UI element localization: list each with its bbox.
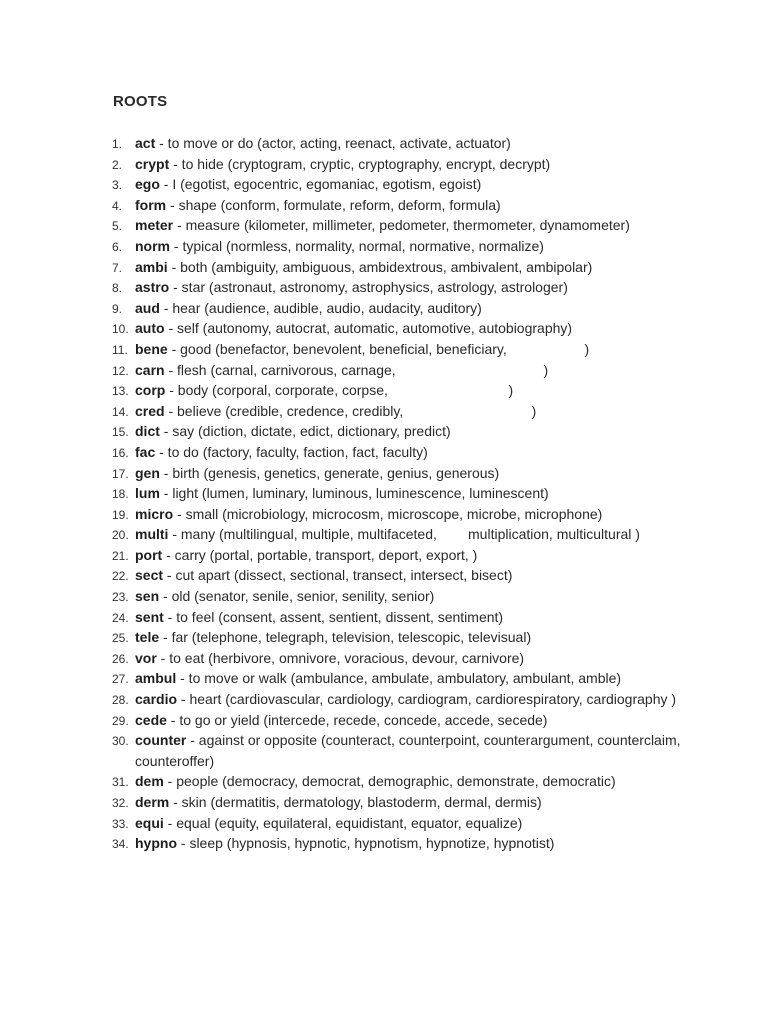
root-word: cred [135,402,165,419]
root-definition: - good (benefactor, benevolent, beneficial, beneficiary, ) [167,340,590,357]
entry-number: 13. [112,384,129,399]
root-definition: - to move or walk (ambulance, ambulate, ambulatory, ambulant, amble) [176,670,622,687]
root-word: auto [135,320,165,337]
root-definition: - light (lumen, luminary, luminous, luminescence, luminescent) [159,485,549,502]
root-entry [0,421,768,442]
root-definition: - shape (conform, formulate, reform, deform, formula) [166,196,501,213]
root-definition: - sleep (hypnosis, hypnotic, hypnotism, hypnotize, hypnotist) [177,835,555,852]
root-definition: - to hide (cryptogram, cryptic, cryptography, encrypt, decrypt) [169,155,551,172]
root-word: cede [135,711,167,728]
root-word: bene [135,340,168,357]
root-word: astro [135,279,170,296]
root-definition: - I (egotist, egocentric, egomaniac, egotism, egoist) [159,176,482,193]
entry-number: 28. [112,693,129,708]
root-entry [0,154,768,175]
entry-number: 1. [112,137,123,151]
root-definition: - against or opposite (counteract, counterpoint, counterargument, counterclaim, counteroffer) [135,732,685,769]
root-word: port [135,546,163,563]
root-entry [0,689,768,710]
root-entry [0,668,768,689]
root-word: tele [135,629,160,646]
entry-number: 31. [112,775,129,790]
root-definition: - flesh (carnal, carnivorous, carnage, ) [164,361,549,378]
root-entry [0,360,768,381]
entry-number: 10. [112,322,129,337]
root-entry [0,401,768,422]
entry-number: 25. [112,631,129,646]
root-entry [0,195,768,216]
root-definition: - to do (factory, faculty, faction, fact, faculty) [155,443,428,460]
root-definition: - both (ambiguity, ambiguous, ambidextrous, ambivalent, ambipolar) [167,258,593,275]
entry-number: 27. [112,672,129,687]
root-entry [0,215,768,236]
root-definition: - typical (normless, normality, normal, normative, normalize) [170,237,544,254]
root-word: form [135,196,167,213]
entry-number: 18. [112,487,129,502]
entry-number: 15. [112,425,129,440]
entry-number: 14. [112,404,129,419]
root-entry [0,463,768,484]
root-entry [0,504,768,525]
root-entry [0,607,768,628]
root-entry [0,648,768,669]
root-entry [0,545,768,566]
page-title: ROOTS [113,93,168,110]
root-definition: - skin (dermatitis, dermatology, blastoderm, dermal, dermis) [169,794,542,810]
root-word: act [135,135,156,151]
root-definition: - to move or do (actor, acting, reenact, activate, actuator) [155,135,511,151]
root-entry [0,257,768,278]
root-entry [0,442,768,463]
root-word: meter [135,217,174,234]
root-definition: - measure (kilometer, millimeter, pedometer, thermometer, dynamometer) [173,217,630,234]
root-word: aud [135,299,160,316]
root-definition: - self (autonomy, autocrat, automatic, automotive, autobiography) [164,320,573,337]
root-definition: - carry (portal, portable, transport, deport, export, ) [162,546,478,563]
root-word: cardio [135,691,178,708]
root-entry [0,277,768,298]
root-word: ambul [135,670,177,687]
root-entry [0,627,768,648]
root-entry [0,133,768,154]
root-word: corp [135,382,166,399]
root-definition: - many (multilingual, multiple, multifaceted, multiplication, multicultural ) [168,526,640,543]
root-word: carn [135,361,165,378]
roots-list [0,133,768,854]
root-word: sen [135,588,160,605]
root-definition: - say (diction, dictate, edict, dictionary, predict) [159,423,451,440]
entry-number: 20. [112,528,129,543]
root-definition: - far (telephone, telegraph, television, telescopic, televisual) [159,629,532,646]
entry-number: 34. [112,837,129,852]
entry-number: 19. [112,507,129,522]
root-word: norm [135,237,170,254]
root-entry [0,339,768,360]
root-word: counter [135,732,187,749]
root-word: crypt [135,155,170,172]
root-entry [0,771,768,792]
root-word: gen [135,464,160,481]
entry-number: 33. [112,816,129,831]
entry-number: 16. [112,445,129,460]
root-entry [0,730,768,771]
root-entry [0,710,768,731]
root-word: lum [135,485,160,502]
root-word: sent [135,608,164,625]
entry-number: 17. [112,466,129,481]
root-word: equi [135,814,164,831]
entry-number: 23. [112,590,129,605]
root-definition: - believe (credible, credence, credibly, ) [164,402,537,419]
root-word: dem [135,773,164,790]
root-definition: - star (astronaut, astronomy, astrophysics, astrology, astrologer) [169,279,568,296]
root-definition: - to feel (consent, assent, sentient, dissent, sentiment) [163,608,504,625]
root-definition: - heart (cardiovascular, cardiology, cardiogram, cardiorespiratory, cardiography ) [177,691,677,708]
entry-number: 2. [112,157,123,172]
entry-number: 12. [112,363,129,378]
entry-number: 3. [112,178,123,193]
root-word: hypno [135,835,177,852]
root-entry [0,174,768,195]
root-entry [0,586,768,607]
root-definition: - hear (audience, audible, audio, audacity, auditory) [159,299,482,316]
root-entry [0,792,768,813]
root-definition: - to eat (herbivore, omnivore, voracious, devour, carnivore) [156,649,525,666]
root-definition: - small (microbiology, microcosm, microscope, microbe, microphone) [173,505,603,522]
root-definition: - to go or yield (intercede, recede, concede, accede, secede) [166,711,548,728]
root-entry [0,813,768,834]
root-entry [0,380,768,401]
root-entry [0,483,768,504]
root-word: ego [135,176,160,193]
entry-number: 7. [112,260,123,275]
entry-number: 22. [112,569,129,584]
root-word: fac [135,443,156,460]
root-word: sect [135,567,164,584]
root-entry [0,565,768,586]
root-entry [0,833,768,854]
entry-number: 11. [112,342,128,357]
entry-number: 4. [112,198,123,213]
root-entry [0,318,768,339]
entry-number: 24. [112,610,129,625]
root-word: vor [135,649,157,666]
root-word: dict [135,423,160,440]
entry-number: 21. [112,548,129,563]
entry-number: 6. [112,239,123,254]
entry-number: 30. [112,734,129,749]
entry-number: 8. [112,281,123,296]
entry-number: 9. [112,301,123,316]
root-definition: - people (democracy, democrat, demographic, demonstrate, democratic) [163,773,616,790]
root-entry [0,524,768,545]
root-definition: - body (corporal, corporate, corpse, ) [165,382,514,399]
root-entry [0,236,768,257]
root-definition: - birth (genesis, genetics, generate, genius, generous) [159,464,500,481]
root-word: derm [135,794,170,810]
entry-number: 29. [112,713,129,728]
root-entry [0,298,768,319]
root-word: multi [135,526,169,543]
root-definition: - old (senator, senile, senior, senility, senior) [159,588,435,605]
entry-number: 32. [112,796,129,810]
root-definition: - cut apart (dissect, sectional, transect, intersect, bisect) [163,567,513,584]
entry-number: 26. [112,651,129,666]
root-definition: - equal (equity, equilateral, equidistant, equator, equalize) [163,814,523,831]
root-word: micro [135,505,174,522]
root-word: ambi [135,258,168,275]
entry-number: 5. [112,219,123,234]
